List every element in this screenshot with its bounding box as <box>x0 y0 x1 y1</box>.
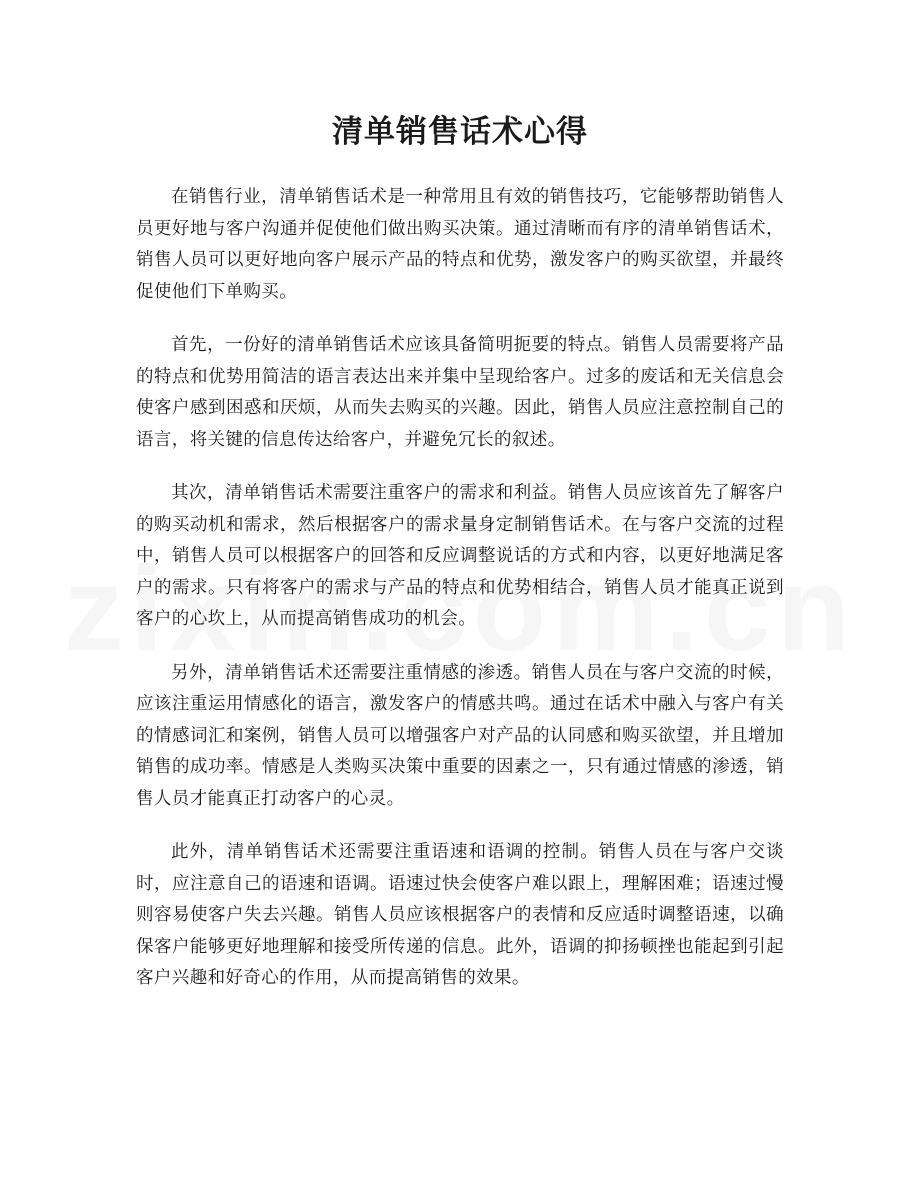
paragraph-speech-tone: 此外，清单销售话术还需要注重语速和语调的控制。销售人员在与客户交谈时，应注意自己的语速和语调。语速过快会使客户难以跟上，理解困难；语速过慢则容易使客户失去兴趣。销售人员应该根据客户的表情和反应适时调整语速，以确保客户能够更好地理解和接受所传递的信息。此外，语调的抑扬顿挫也能起到引起客户兴趣和好奇心的作用，从而提高销售的效果。 <box>136 842 784 988</box>
paragraph-concise: 首先，一份好的清单销售话术应该具备简明扼要的特点。销售人员需要将产品的特点和优势用简洁的语言表达出来并集中呈现给客户。过多的废话和无关信息会使客户感到困惑和厌烦，从而失去购买的兴趣。因此，销售人员应注意控制自己的语言，将关键的信息传达给客户，并避免冗长的叙述。 <box>136 335 784 450</box>
paragraph-intro: 在销售行业，清单销售话术是一种常用且有效的销售技巧，它能够帮助销售人员更好地与客户沟通并促使他们做出购买决策。通过清晰而有序的清单销售话术，销售人员可以更好地向客户展示产品的特点和优势，激发客户的购买欲望，并最终促使他们下单购买。 <box>136 187 784 302</box>
page-title: 清单销售话术心得 <box>332 114 588 150</box>
paragraph-customer-needs: 其次，清单销售话术需要注重客户的需求和利益。销售人员应该首先了解客户的购买动机和需求，然后根据客户的需求量身定制销售话术。在与客户交流的过程中，销售人员可以根据客户的回答和反应调整说话的方式和内容，以更好地满足客户的需求。只有将客户的需求与产品的特点和优势相结合，销售人员才能真正说到客户的心坎上，从而提高销售成功的机会。 <box>136 483 784 629</box>
paragraph-emotion: 另外，清单销售话术还需要注重情感的渗透。销售人员在与客户交流的时候，应该注重运用情感化的语言，激发客户的情感共鸣。通过在话术中融入与客户有关的情感词汇和案例，销售人员可以增强客户对产品的认同感和购买欲望，并且增加销售的成功率。情感是人类购买决策中重要的因素之一，只有通过情感的渗透，销售人员才能真正打动客户的心灵。 <box>136 662 784 809</box>
document-body <box>136 182 784 1017</box>
